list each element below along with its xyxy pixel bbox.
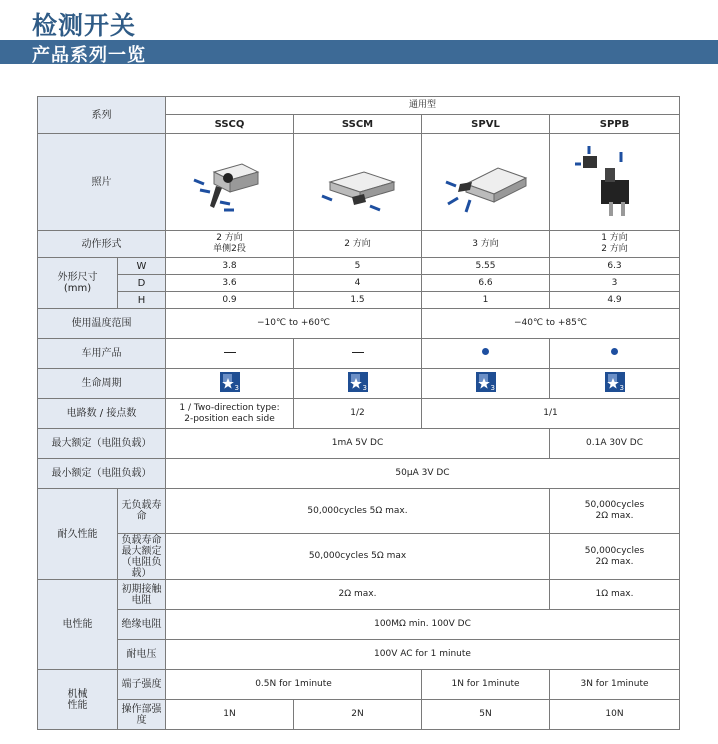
action-sppb: 1 方向 2 方向 [550,231,680,258]
spec-table [37,96,680,730]
model-sppb: SPPB [550,115,680,134]
svg-text:3: 3 [619,383,624,392]
photo-label: 照片 [38,134,166,231]
temp-value-a: −10℃ to +60℃ [166,309,422,339]
dash-mark [352,352,364,353]
dim-h-sscq: 0.9 [166,292,294,309]
insulation-a: 100MΩ min. 100V DC [166,610,680,640]
dim-h-spvl: 1 [422,292,550,309]
mechanical-label: 机械 性能 [38,670,118,730]
operating-strength-label: 操作部强度 [118,700,166,730]
lifecycle-star-icon [220,372,240,392]
dash-mark [224,352,236,353]
load-life-label: 负载寿命 最大额定 （电阻负载） [118,534,166,580]
action-spvl: 3 方向 [422,231,550,258]
contact-resistance-b: 1Ω max. [550,580,680,610]
dim-h-sscm: 1.5 [294,292,422,309]
action-sscq: 2 方向 单侧2段 [166,231,294,258]
voltage-label: 耐电压 [118,640,166,670]
operating-strength-sscq: 1N [166,700,294,730]
lifecycle-spvl [422,369,550,399]
svg-text:3: 3 [234,383,239,392]
model-sscm: SSCM [294,115,422,134]
model-spvl: SPVL [422,115,550,134]
series-label: 系列 [38,97,166,134]
photo-spvl [422,134,550,231]
section-band [0,40,718,64]
svg-text:3: 3 [490,383,495,392]
min-rating-label: 最小额定（电阻负载） [38,459,166,489]
no-load-life-b: 50,000cycles 2Ω max. [550,489,680,534]
temp-value-b: −40℃ to +85℃ [422,309,680,339]
contact-resistance-label: 初期接触电阻 [118,580,166,610]
dim-w-sppb: 6.3 [550,258,680,275]
lifecycle-star-icon [476,372,496,392]
dims-label: 外形尺寸 (mm) [38,258,118,309]
action-label: 动作形式 [38,231,166,258]
lifecycle-label: 生命周期 [38,369,166,399]
switch-photo-sppb [565,142,665,222]
lifecycle-sscm [294,369,422,399]
dot-mark [482,348,489,355]
group-label: 通用型 [166,97,680,115]
section-title: 产品系列一览 [32,45,146,66]
svg-text:3: 3 [362,383,367,392]
insulation-label: 绝缘电阻 [118,610,166,640]
max-rating-label: 最大额定（电阻负载） [38,429,166,459]
automotive-sppb [550,339,680,369]
dim-d-spvl: 6.6 [422,275,550,292]
dim-h-sppb: 4.9 [550,292,680,309]
dim-d-sscm: 4 [294,275,422,292]
terminal-strength-c: 3N for 1minute [550,670,680,700]
load-life-a: 50,000cycles 5Ω max [166,534,550,580]
min-rating-a: 50μA 3V DC [166,459,680,489]
photo-sscm [294,134,422,231]
switch-photo-sscq [180,142,280,222]
photo-sppb [550,134,680,231]
action-sscm: 2 方向 [294,231,422,258]
lifecycle-sppb [550,369,680,399]
electrical-label: 电性能 [38,580,118,670]
dim-w-sscq: 3.8 [166,258,294,275]
contact-resistance-a: 2Ω max. [166,580,550,610]
lifecycle-sscq [166,369,294,399]
operating-strength-spvl: 5N [422,700,550,730]
dot-mark [611,348,618,355]
operating-strength-sppb: 10N [550,700,680,730]
dim-d-sppb: 3 [550,275,680,292]
automotive-label: 车用产品 [38,339,166,369]
dim-w-spvl: 5.55 [422,258,550,275]
circuit-sscm: 1/2 [294,399,422,429]
dim-d-key: D [118,275,166,292]
no-load-life-a: 50,000cycles 5Ω max. [166,489,550,534]
switch-photo-sscm [308,142,408,222]
lifecycle-star-icon [605,372,625,392]
terminal-strength-b: 1N for 1minute [422,670,550,700]
automotive-spvl [422,339,550,369]
circuit-spvl-sppb: 1/1 [422,399,680,429]
temp-label: 使用温度范围 [38,309,166,339]
circuit-label: 电路数 / 接点数 [38,399,166,429]
page-title: 检测开关 [32,11,137,40]
terminal-strength-label: 端子强度 [118,670,166,700]
terminal-strength-a: 0.5N for 1minute [166,670,422,700]
lifecycle-star-icon [348,372,368,392]
switch-photo-spvl [436,142,536,222]
dim-h-key: H [118,292,166,309]
operating-strength-sscm: 2N [294,700,422,730]
automotive-sscq [166,339,294,369]
max-rating-a: 1mA 5V DC [166,429,550,459]
model-sscq: SSCQ [166,115,294,134]
photo-sscq [166,134,294,231]
voltage-a: 100V AC for 1 minute [166,640,680,670]
load-life-b: 50,000cycles 2Ω max. [550,534,680,580]
dim-d-sscq: 3.6 [166,275,294,292]
circuit-sscq: 1 / Two-direction type: 2-position each side [166,399,294,429]
dim-w-sscm: 5 [294,258,422,275]
no-load-life-label: 无负载寿命 [118,489,166,534]
automotive-sscm [294,339,422,369]
max-rating-b: 0.1A 30V DC [550,429,680,459]
dim-w-key: W [118,258,166,275]
durability-label: 耐久性能 [38,489,118,580]
